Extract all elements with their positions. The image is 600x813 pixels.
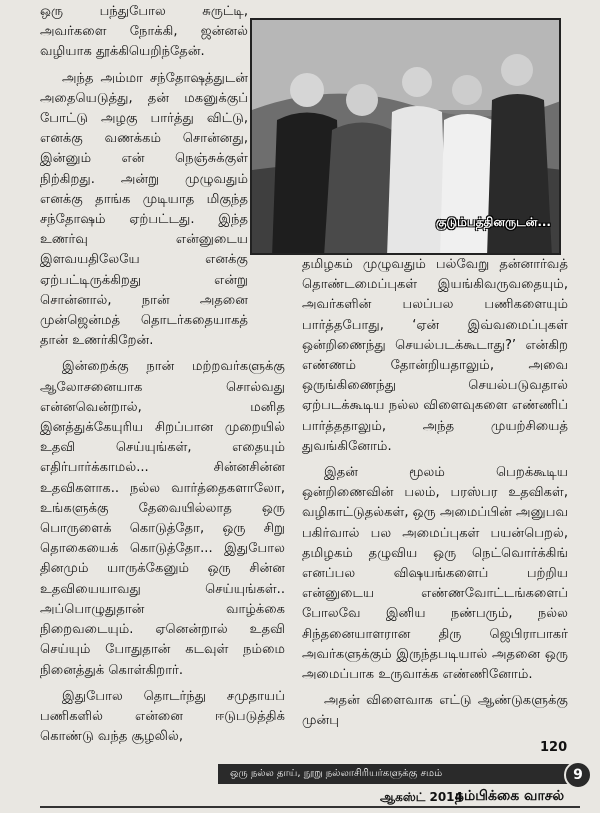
left-paragraph-4: இதுபோல தொடர்ந்து சமுதாயப் பணிகளில் என்னை ஈடுபடுத்திக் கொண்டு வந்த சூழலில், — [40, 688, 285, 745]
footer-tagline: ஒரு நல்ல தாய், நூறு நல்லாசிரியர்களுக்கு சமம் — [218, 764, 578, 784]
left-paragraph-1: ஒரு பந்துபோல சுருட்டி, அவர்களை நோக்கி, ஜன்னல் வழியாக தூக்கியெறிந்தேன். — [40, 4, 248, 60]
right-paragraph-1: தமிழகம் முழுவதும் பல்வேறு தன்னார்வத் தொண்டமைப்புகள் இயங்கிவருவதையும், அவர்களின் பலப்பல பணிகளையும் பார்த்தபோது, ‘ஏன் இவ்வமைப்புகள் ஒன்றிணைந்து செயல்படக்கூடாது?’ என்கிற எண்ணம் தோன்றியதாலும், அவை ஒருங்கிணைந்து செயல்படுவதால் ஏற்படக்கூடிய நல்ல விளைவுகளை எண்ணிப் பார்த்ததாலும், அந்த முயற்சியைத் துவங்கினோம். — [302, 257, 568, 454]
left-paragraph-3: இன்றைக்கு நான் மற்றவர்களுக்கு ஆலோசனையாக சொல்வது என்னவென்றால், மனித இனத்துக்கேயுரிய சிறப்பான முறையில் உதவி செய்யுங்கள், எதையும் எதிர்பார்க்காமல்... சின்னசின்ன உதவிகளாக.. நல்ல வார்த்தைகளாலோ, உங்களுக்கு தேவையில்லாத ஒரு பொருளைக் கொடுத்தோ, ஒரு சிறு தொகையைக் கொடுத்தோ... இதுபோல தினமும் யாருக்கேனும் ஒரு சின்ன உதவியையாவது செய்யுங்கள்.. அப்பொழுதுதான் வாழ்க்கை நிறைவடையும். ஏனென்றால் உதவி செய்யும் போதுதான் கடவுள் நம்மை நினைத்துக் கொள்கிறார். — [40, 359, 285, 678]
magazine-title: நம்பிக்கை வாசல் — [455, 788, 565, 804]
family-photo — [250, 18, 561, 255]
right-paragraph-3: அதன் விளைவாக எட்டு ஆண்டுகளுக்கு முன்பு — [302, 693, 568, 729]
photo-caption: குடும்பத்தினருடன்... — [435, 215, 551, 229]
page-number-badge: 9 — [564, 761, 592, 789]
issue-date: ஆகஸ்ட் 2014 — [380, 790, 463, 804]
right-paragraph-2: இதன் மூலம் பெறக்கூடிய ஒன்றிணைவின் பலம், பரஸ்பர உதவிகள், வழிகாட்டுதல்கள், ஒரு அமைப்பின் அனுபவ பகிர்வால் பல அமைப்புகள் பயன்பெறல், தமிழகம் தழுவிய ஒரு நெட்வொர்க்கிங் எனப்பல விஷயங்களைப் பற்றிய என்னுடைய எண்ணவோட்டங்களைப் போலவே இனிய நண்பரும், நல்ல சிந்தனையாளரான திரு ஜெபிராபாகர் அவர்களுக்கும் இருந்தபடியால் அதனை ஒரு அமைப்பாக உருவாக்க எண்ணினோம். — [302, 465, 568, 683]
left-paragraph-2: அந்த அம்மா சந்தோஷத்துடன் அதையெடுத்து, தன் மகனுக்குப் போட்டு அழகு பார்த்து விட்டு, எனக்கு வணக்கம் சொன்னது, இன்னும் என் நெஞ்சுக்குள் நிற்கிறது. அன்று முழுவதும் எனக்கு தாங்க முடியாத மிகுந்த சந்தோஷம் ஏற்பட்டது. இந்த உணர்வு என்னுடைய இளவயதிலேயே எனக்கு ஏற்பட்டிருக்கிறது என்று சொன்னால், நான் அதனை முன்ஜென்மத் தொடர்கதையாகத் தான் உணர்கிறேன். — [40, 70, 248, 349]
left-column — [40, 2, 285, 753]
bottom-rule — [40, 806, 580, 808]
right-column — [302, 255, 568, 738]
continued-page-number: 120 — [540, 740, 568, 755]
